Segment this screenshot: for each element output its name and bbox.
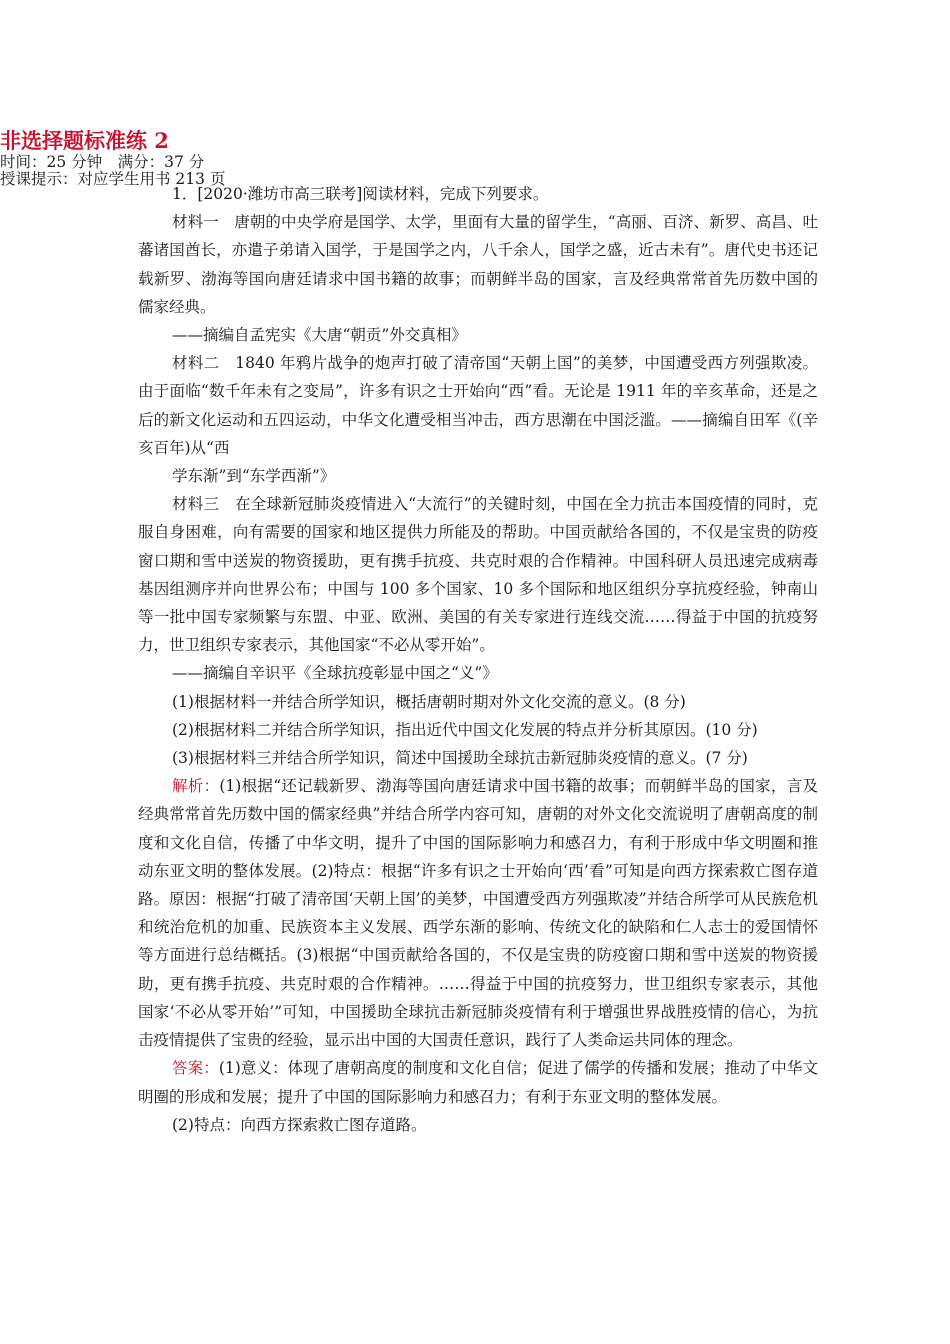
analysis-text: (1)根据“还记载新罗、渤海等国向唐廷请求中国书籍的故事；而朝鲜半岛的国家，言及经典常常首先历数中国的儒家经典”并结合所学内容可知，唐朝的对外文化交流说明了唐朝高度的制度和文化自信，传播了中华文明，提升了中国的国际影响力和感召力，有利于形成中华文明圈和推动东亚文明的整体发展。(2)特点：根据“许多有识之士开始向‘西’看”可知是向西方探索救亡图存道路。原因：根据“打破了清帝国‘天朝上国’的美梦，中国遭受西方列强欺凌”并结合所学可从民族危机和统治危机的加重、民族资本主义发展、西学东渐的影响、传统文化的缺陷和仁人志士的爱国情怀等方面进行总结概括。(3)根据“中国贡献给各国的，不仅是宝贵的防疫窗口期和雪中送炭的物资援助，更有携手抗疫、共克时艰的合作精神。……得益于中国的抗疫努力，世卫组织专家表示，其他国家‘不必从零开始’”可知，中国援助全球抗击新冠肺炎疫情有利于增强世界战胜疫情的信心，为抗击疫情提供了宝贵的经验，显示出中国的大国责任意识，践行了人类命运共同体的理念。 xyxy=(138,777,818,1050)
sub-question-1: (1)根据材料一并结合所学知识，概括唐朝时期对外文化交流的意义。(8 分) xyxy=(172,692,686,711)
question-intro: 1．[2020·潍坊市高三联考]阅读材料，完成下列要求。 xyxy=(172,185,549,203)
material-three-source: ——摘编自辛识平《全球抗疫彰显中国之“义”》 xyxy=(172,664,498,683)
material-one-source: ——摘编自孟宪实《大唐“朝贡”外交真相》 xyxy=(172,326,467,345)
material-two-source-continued: 学东渐”到“东学西渐”》 xyxy=(172,467,336,486)
page-header xyxy=(0,128,950,188)
material-three: 材料三 在全球新冠肺炎疫情进入“大流行”的关键时刻，中国在全力抗击本国疫情的同时，克服自身困难，向有需要的国家和地区提供力所能及的帮助。中国贡献给各国的，不仅是宝贵的防疫窗口期和雪中送炭的物资援助，更有携手抗疫、共克时艰的合作精神。中国科研人员迅速完成病毒基因组测序并向世界公布；中国与 100 多个国家、10 多个国际和地区组织分享抗疫经验，钟南山等一批中国专家频繁与东盟、中亚、欧洲、美国的有关专家进行连线交流……得益于中国的抗疫努力，世卫组织专家表示，其他国家“不必从零开始”。 xyxy=(138,495,818,655)
time-score-line: 时间：25 分钟 满分：37 分 xyxy=(0,153,205,171)
answer-label: 答案： xyxy=(172,1059,219,1078)
page-title: 非选择题标准练 2 xyxy=(0,128,169,153)
answer-paragraph xyxy=(138,1054,818,1110)
analysis-paragraph xyxy=(138,772,818,1054)
sub-question-2: (2)根据材料二并结合所学知识，指出近代中国文化发展的特点并分析其原因。(10 分) xyxy=(172,720,758,739)
answer-part-2: (2)特点：向西方探索救亡图存道路。 xyxy=(172,1115,427,1134)
analysis-label: 解析： xyxy=(172,777,220,796)
material-one: 材料一 唐朝的中央学府是国学、太学，里面有大量的留学生，“高丽、百济、新罗、高昌、吐蕃诸国酋长，亦遣子弟请入国学，于是国学之内，八千余人，国学之盛，近古未有”。唐代史书还记载新罗、渤海等国向唐廷请求中国书籍的故事；而朝鲜半岛的国家，言及经典常常首先历数中国的儒家经典。 xyxy=(138,213,818,316)
lesson-hint-line: 授课提示：对应学生用书 213 页 xyxy=(0,170,226,188)
material-two: 材料二 1840 年鸦片战争的炮声打破了清帝国“天朝上国”的美梦，中国遭受西方列强欺凌。由于面临“数千年未有之变局”，许多有识之士开始向“西”看。无论是 1911 年的辛亥革命，还是之后的新文化运动和五四运动，中华文化遭受相当冲击，西方思潮在中国泛滥。——摘编自田军《(辛亥百年)从“西 xyxy=(138,354,818,457)
sub-question-3: (3)根据材料三并结合所学知识，简述中国援助全球抗击新冠肺炎疫情的意义。(7 分) xyxy=(172,749,748,768)
question-content xyxy=(138,180,818,1139)
answer-text: (1)意义：体现了唐朝高度的制度和文化自信；促进了儒学的传播和发展；推动了中华文明圈的形成和发展；提升了中国的国际影响力和感召力；有利于东亚文明的整体发展。 xyxy=(138,1059,818,1106)
